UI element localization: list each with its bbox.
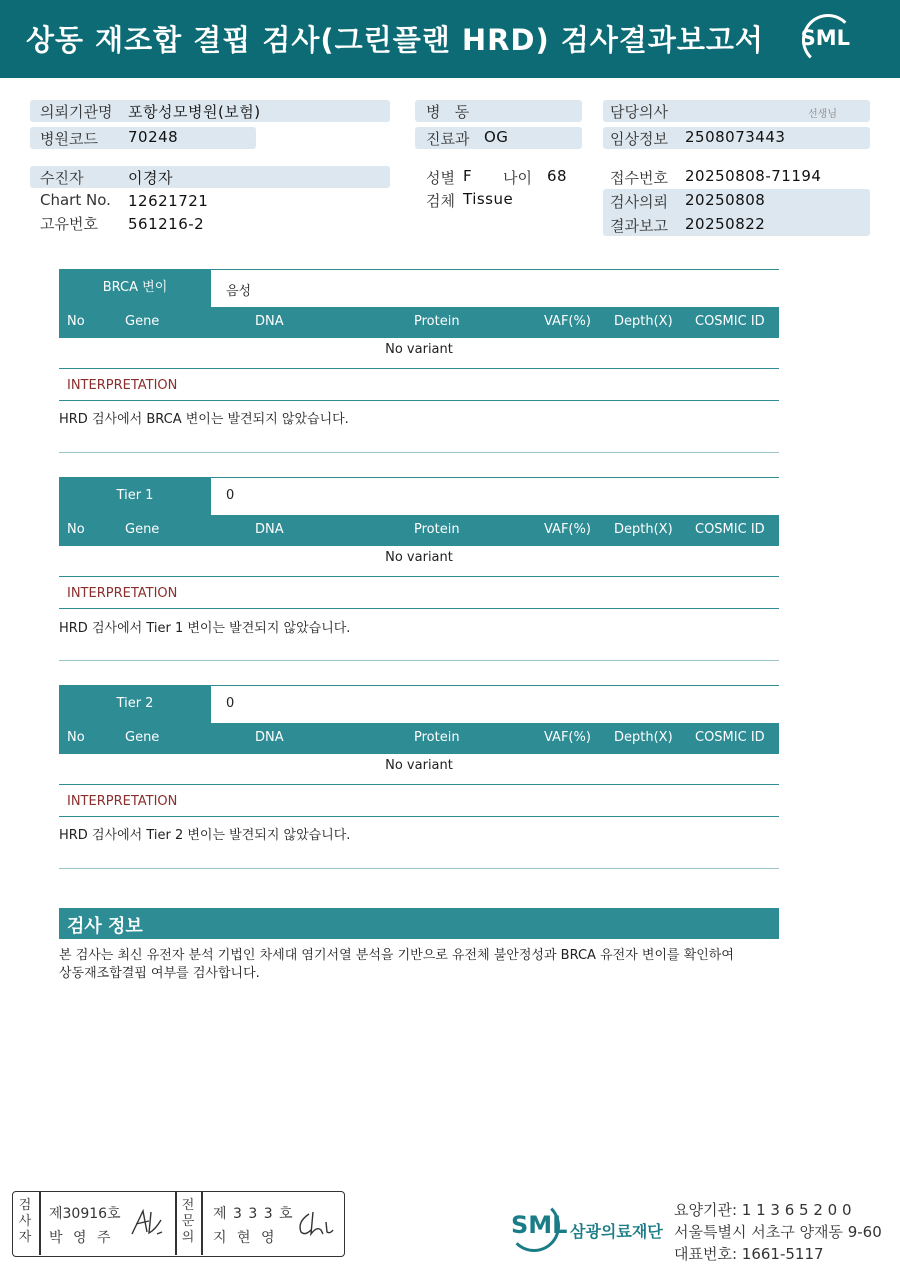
col-no: No xyxy=(67,522,85,537)
divider xyxy=(59,868,779,869)
dept-label: 진료과 xyxy=(426,130,470,148)
section-head-value: 0 xyxy=(226,488,235,503)
signature-box xyxy=(12,1191,345,1257)
specialist-signature xyxy=(295,1208,335,1240)
receipt-label: 접수번호 xyxy=(610,169,668,187)
specialist-name: 지 현 영 xyxy=(213,1230,278,1246)
clinical-value: 2508073443 xyxy=(685,128,786,146)
age-label: 나이 xyxy=(503,169,532,187)
hospital-value: 포항성모병원(보험) xyxy=(128,103,261,121)
org-phone: 대표번호: 1661-5117 xyxy=(674,1245,824,1263)
test-info-title: 검사 정보 xyxy=(67,916,143,937)
receipt-value: 20250808-71194 xyxy=(685,167,822,185)
col-depth: Depth(X) xyxy=(614,314,673,329)
col-cosmic: COSMIC ID xyxy=(695,522,765,537)
tier2-section xyxy=(59,685,779,871)
col-dna: DNA xyxy=(255,522,284,537)
org-logo: SML xyxy=(511,1211,568,1239)
clinical-label: 임상정보 xyxy=(610,130,668,148)
col-vaf: VAF(%) xyxy=(544,522,591,537)
sex-label: 성별 xyxy=(426,169,455,187)
col-vaf: VAF(%) xyxy=(544,730,591,745)
col-dna: DNA xyxy=(255,314,284,329)
interpretation-label: INTERPRETATION xyxy=(67,586,178,601)
column-header-bar xyxy=(59,723,779,754)
report-label: 결과보고 xyxy=(610,217,668,235)
name-value: 이경자 xyxy=(128,169,173,187)
hospital-label: 의뢰기관명 xyxy=(40,103,113,121)
column-header-bar xyxy=(59,307,779,338)
divider xyxy=(59,452,779,453)
name-row-bg xyxy=(30,166,390,188)
test-info-line2: 상동재조합결핍 여부를 검사합니다. xyxy=(59,966,260,981)
test-info-header xyxy=(59,908,779,939)
section-head-label: Tier 1 xyxy=(59,477,211,515)
sign-divider xyxy=(39,1192,41,1255)
brca-section xyxy=(59,269,779,455)
col-cosmic: COSMIC ID xyxy=(695,314,765,329)
col-cosmic: COSMIC ID xyxy=(695,730,765,745)
col-protein: Protein xyxy=(414,314,460,329)
interpretation-label: INTERPRETATION xyxy=(67,794,178,809)
col-gene: Gene xyxy=(125,522,160,537)
request-value: 20250808 xyxy=(685,191,766,209)
col-depth: Depth(X) xyxy=(614,730,673,745)
divider xyxy=(59,660,779,661)
section-head-label: BRCA 변이 xyxy=(59,269,211,307)
test-info-line1: 본 검사는 최신 유전자 분석 기법인 차세대 염기서열 분석을 기반으로 유전체 불안정성과 BRCA 유전자 변이를 확인하여 xyxy=(59,948,734,963)
specimen-label: 검체 xyxy=(426,192,455,210)
specialist-no: 제 3 3 3 호 xyxy=(213,1206,294,1222)
report-title: 상동 재조합 결핍 검사(그린플랜 HRD) 검사결과보고서 xyxy=(26,23,764,57)
examiner-signature xyxy=(129,1206,167,1240)
age-value: 68 xyxy=(547,167,568,185)
doctor-label: 담당의사 xyxy=(610,103,668,121)
divider xyxy=(59,576,779,577)
uid-label: 고유번호 xyxy=(40,215,98,233)
request-label: 검사의뢰 xyxy=(610,193,668,211)
col-protein: Protein xyxy=(414,730,460,745)
code-value: 70248 xyxy=(128,128,179,146)
interpretation-text: HRD 검사에서 BRCA 변이는 발견되지 않았습니다. xyxy=(59,412,349,427)
report-header xyxy=(0,0,900,78)
divider xyxy=(59,816,779,817)
examiner-name: 박 영 주 xyxy=(49,1230,114,1246)
section-head-label: Tier 2 xyxy=(59,685,211,723)
examiner-no: 제30916호 xyxy=(49,1206,121,1222)
report-value: 20250822 xyxy=(685,215,766,233)
no-variant-text: No variant xyxy=(385,342,453,357)
ward-label: 병 동 xyxy=(426,103,470,121)
examiner-label: 검사자 xyxy=(18,1198,32,1245)
specialist-label: 전문의 xyxy=(181,1198,195,1245)
sign-divider xyxy=(201,1192,203,1255)
name-label: 수진자 xyxy=(40,169,84,187)
col-gene: Gene xyxy=(125,730,160,745)
org-name: 삼광의료재단 xyxy=(570,1222,663,1241)
org-code: 요양기관: 1 1 3 6 5 2 0 0 xyxy=(674,1201,852,1219)
code-label: 병원코드 xyxy=(40,130,98,148)
col-vaf: VAF(%) xyxy=(544,314,591,329)
divider xyxy=(59,784,779,785)
col-gene: Gene xyxy=(125,314,160,329)
uid-value: 561216-2 xyxy=(128,215,205,233)
sml-logo: SML xyxy=(800,26,850,50)
tier1-section xyxy=(59,477,779,663)
divider xyxy=(59,400,779,401)
col-depth: Depth(X) xyxy=(614,522,673,537)
org-address: 서울특별시 서초구 양재동 9-60 xyxy=(674,1223,882,1241)
col-no: No xyxy=(67,314,85,329)
interpretation-text: HRD 검사에서 Tier 1 변이는 발견되지 않았습니다. xyxy=(59,621,351,636)
divider xyxy=(59,368,779,369)
col-dna: DNA xyxy=(255,730,284,745)
specimen-value: Tissue xyxy=(463,190,514,208)
chart-value: 12621721 xyxy=(128,192,209,210)
no-variant-text: No variant xyxy=(385,758,453,773)
doctor-suffix: 선생님 xyxy=(808,109,837,120)
dept-value: OG xyxy=(484,128,509,146)
chart-label: Chart No. xyxy=(40,191,111,209)
col-protein: Protein xyxy=(414,522,460,537)
interpretation-text: HRD 검사에서 Tier 2 변이는 발견되지 않았습니다. xyxy=(59,828,351,843)
sex-value: F xyxy=(463,167,473,185)
interpretation-label: INTERPRETATION xyxy=(67,378,178,393)
sign-divider xyxy=(175,1192,177,1255)
divider xyxy=(59,608,779,609)
section-head-value: 0 xyxy=(226,696,235,711)
section-head-value: 음성 xyxy=(226,284,252,299)
col-no: No xyxy=(67,730,85,745)
column-header-bar xyxy=(59,515,779,546)
no-variant-text: No variant xyxy=(385,550,453,565)
